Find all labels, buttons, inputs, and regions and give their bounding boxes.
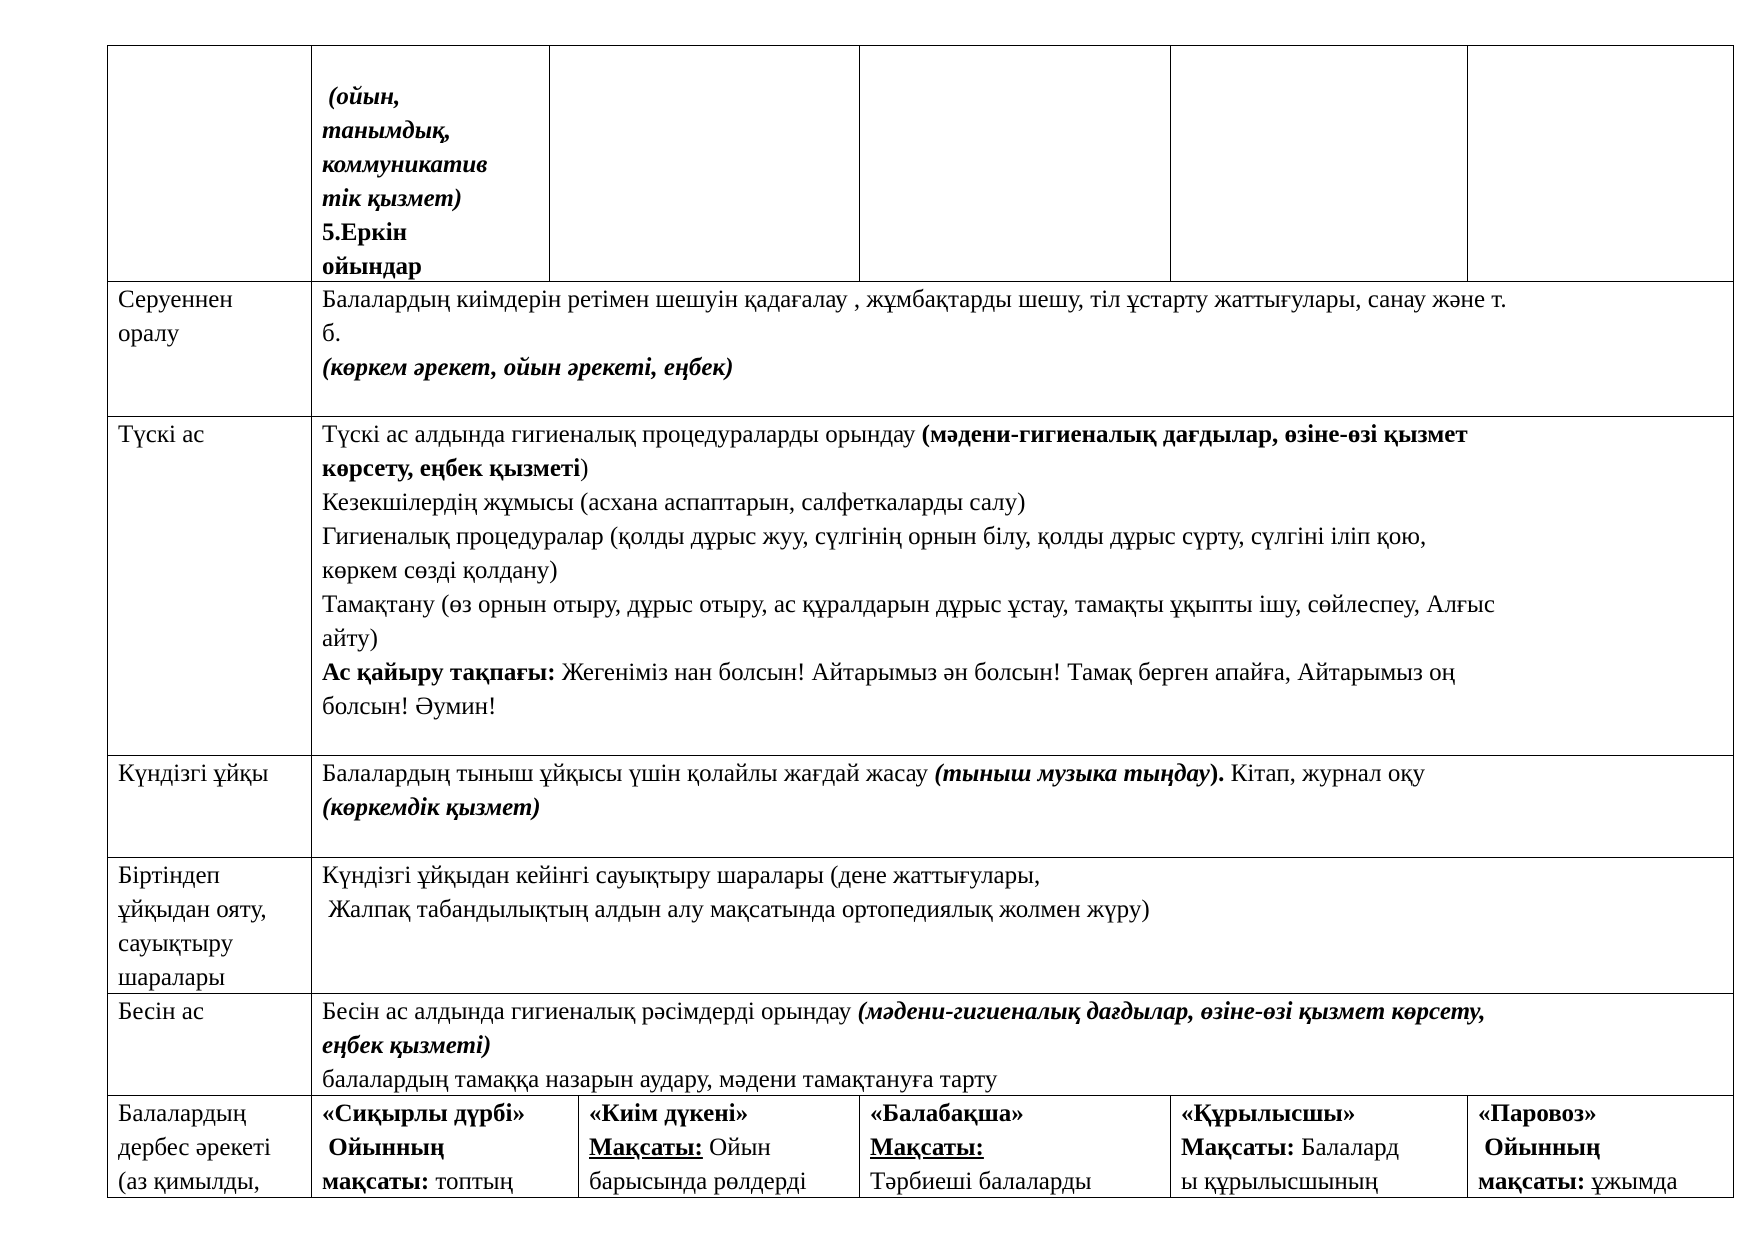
row-label-afternoon-snack bbox=[118, 995, 204, 1029]
cell-line: (ойын, bbox=[328, 83, 401, 110]
label-line: (аз қимылды, bbox=[118, 1168, 260, 1195]
grid-line bbox=[107, 416, 1734, 417]
label-line: оралу bbox=[118, 320, 180, 347]
content-line: Кезекшілердің жұмысы (асхана аспаптарын, салфеткаларды салу) bbox=[322, 489, 1026, 516]
content-line bbox=[322, 757, 1425, 791]
text-span: мақсаты: bbox=[1478, 1168, 1586, 1195]
content-line: Мақсаты: bbox=[870, 1134, 984, 1161]
game-cell-clothes-shop bbox=[589, 1097, 807, 1199]
nap-content bbox=[322, 757, 1425, 825]
content-line: болсын! Әумин! bbox=[322, 693, 497, 720]
activity-types-cell bbox=[322, 80, 487, 284]
label-line: Күндізгі ұйқы bbox=[118, 760, 269, 787]
grid-line bbox=[1170, 45, 1171, 281]
content-line bbox=[322, 452, 1495, 486]
content-line: балалардың тамаққа назарын аудару, мәдени тамақтануға тарту bbox=[322, 1066, 998, 1093]
afternoon-snack-content bbox=[322, 995, 1486, 1097]
grid-line bbox=[549, 45, 550, 281]
content-line: ы құрылысшының bbox=[1181, 1168, 1378, 1195]
text-span: Балалард bbox=[1294, 1134, 1400, 1161]
label-line: сауықтыру bbox=[118, 930, 234, 957]
text-span: Мақсаты: bbox=[589, 1134, 703, 1161]
text-span: (мәдени-гигиеналық дағдылар, өзіне-өзі қызмет көрсету, bbox=[857, 998, 1486, 1025]
label-line: дербес әрекеті bbox=[118, 1134, 271, 1161]
label-line: Бесін ас bbox=[118, 998, 204, 1025]
label-line: ұйқыдан ояту, bbox=[118, 896, 267, 923]
row-label-independent-activity bbox=[118, 1097, 271, 1199]
grid-line bbox=[1733, 45, 1734, 1198]
text-span: (мәдени-гигиеналық дағдылар, өзіне-өзі қызмет bbox=[921, 421, 1468, 448]
game-cell-magic-binoculars bbox=[322, 1097, 525, 1199]
game-title: «Сиқырлы дүрбі» bbox=[322, 1100, 525, 1127]
label-line: Біртіндеп bbox=[118, 862, 220, 889]
text-span: Түскі ас алдында гигиеналық процедураларды орындау bbox=[322, 421, 922, 448]
content-line: Жалпақ табандылықтың алдын алу мақсатында ортопедиялық жолмен жүру) bbox=[322, 896, 1150, 923]
content-line: (көркем әрекет, ойын әрекеті, еңбек) bbox=[322, 354, 734, 381]
lunch-content bbox=[322, 418, 1495, 724]
grid-line bbox=[578, 1095, 579, 1197]
cell-line: коммуникатив bbox=[322, 151, 488, 178]
content-line: Балалардың киімдерін ретімен шешуін қадағалау , жұмбақтарды шешу, тіл ұстарту жаттығулары, санау және т. bbox=[322, 286, 1507, 313]
grid-line bbox=[1467, 45, 1468, 281]
content-line: Гигиеналық процедуралар (қолды дұрыс жуу, сүлгінің орнын білу, қолды дұрыс сүрту, сүлгіні іліп қою, bbox=[322, 523, 1427, 550]
content-line bbox=[322, 995, 1486, 1029]
grid-line bbox=[1170, 1095, 1171, 1197]
content-line bbox=[322, 418, 1495, 452]
grid-line bbox=[859, 1095, 860, 1197]
text-span: ұжымда bbox=[1585, 1168, 1678, 1195]
content-line bbox=[1181, 1131, 1399, 1165]
row-label-gradual-waking bbox=[118, 859, 267, 995]
game-title: «Паровоз» bbox=[1478, 1100, 1597, 1127]
content-line: айту) bbox=[322, 625, 378, 652]
game-title: «Киім дүкені» bbox=[589, 1100, 749, 1127]
text-span: ) bbox=[580, 455, 589, 482]
content-line: Күндізгі ұйқыдан кейінгі сауықтыру шаралары (дене жаттығулары, bbox=[322, 862, 1041, 889]
game-title: «Құрылысшы» bbox=[1181, 1100, 1356, 1127]
gradual-waking-content bbox=[322, 859, 1150, 927]
text-span: Ойын bbox=[702, 1134, 771, 1161]
row-label-lunch bbox=[118, 418, 204, 452]
content-line: еңбек қызметі) bbox=[322, 1032, 492, 1059]
game-cell-kindergarten bbox=[870, 1097, 1092, 1199]
label-line: Серуеннен bbox=[118, 286, 233, 313]
grid-line bbox=[107, 993, 1734, 994]
label-line: Түскі ас bbox=[118, 421, 205, 448]
cell-line: 5.Еркін bbox=[322, 219, 408, 246]
text-span: Кітап, журнал оқу bbox=[1224, 760, 1425, 787]
content-line: (көркемдік қызмет) bbox=[322, 794, 541, 821]
content-line: Тәрбиеші балаларды bbox=[870, 1168, 1092, 1195]
text-span: ). bbox=[1209, 760, 1225, 787]
content-line bbox=[1478, 1165, 1678, 1199]
content-line bbox=[589, 1131, 807, 1165]
grid-line bbox=[107, 45, 108, 1198]
content-line bbox=[322, 656, 1495, 690]
content-line: Тамақтану (өз орнын отыру, дұрыс отыру, ас құралдарын дұрыс ұстау, тамақты ұқыпты ішу, сөйлеспеу, Алғыс bbox=[322, 591, 1495, 618]
game-cell-builder bbox=[1181, 1097, 1399, 1199]
game-title: «Балабақша» bbox=[870, 1100, 1024, 1127]
content-line: Ойынның bbox=[1478, 1134, 1601, 1161]
grid-line bbox=[1467, 1095, 1468, 1197]
row-label-nap bbox=[118, 757, 268, 791]
text-span: Жегеніміз нан болсын! Айтарымыз ән болсын! Тамақ берген апайға, Айтарымыз оң bbox=[555, 659, 1455, 686]
content-line: көркем сөзді қолдану) bbox=[322, 557, 558, 584]
row-label-return-from-walk bbox=[118, 283, 233, 351]
text-span: (тыныш музыка тыңдау bbox=[934, 760, 1210, 787]
game-cell-locomotive bbox=[1478, 1097, 1678, 1199]
cell-line: танымдық, bbox=[322, 117, 451, 144]
grid-line bbox=[107, 45, 1734, 46]
content-line bbox=[322, 1165, 525, 1199]
text-span: Мақсаты: bbox=[1181, 1134, 1295, 1161]
grid-line bbox=[107, 857, 1734, 858]
grid-line bbox=[107, 755, 1734, 756]
content-line: барысында рөлдерді bbox=[589, 1168, 807, 1195]
text-span: мақсаты: bbox=[322, 1168, 430, 1195]
text-span: Ас қайыру тақпағы: bbox=[322, 659, 556, 686]
return-from-walk-content bbox=[322, 283, 1507, 385]
label-line: шаралары bbox=[118, 964, 226, 991]
content-line: Ойынның bbox=[322, 1134, 445, 1161]
content-line: б. bbox=[322, 320, 341, 347]
cell-line: ойындар bbox=[322, 253, 422, 280]
cell-line: тік қызмет) bbox=[322, 185, 463, 212]
text-span: Балалардың тыныш ұйқысы үшін қолайлы жағдай жасау bbox=[322, 760, 935, 787]
text-span: Бесін ас алдында гигиеналық рәсімдерді орындау bbox=[322, 998, 858, 1025]
grid-line bbox=[859, 45, 860, 281]
text-span: топтың bbox=[429, 1168, 513, 1195]
grid-line bbox=[311, 45, 312, 1198]
label-line: Балалардың bbox=[118, 1100, 247, 1127]
text-span: көрсету, еңбек қызметі bbox=[322, 455, 581, 482]
